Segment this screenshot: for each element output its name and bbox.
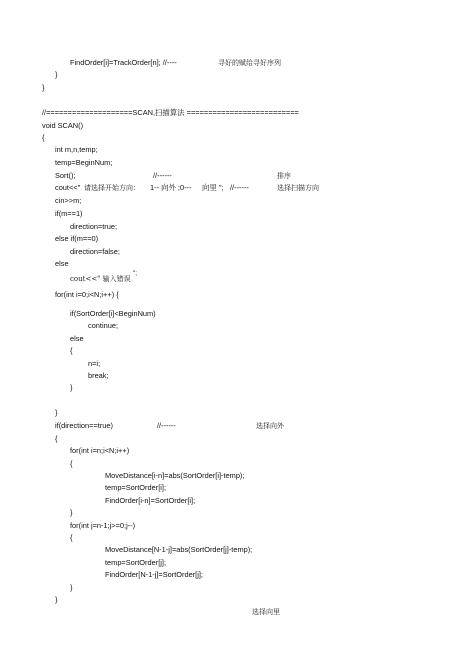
code-comment: 排序 — [277, 172, 291, 180]
code-line: temp=SortOrder[j]; — [105, 558, 166, 567]
code-text: 请选择开始方向： — [84, 184, 140, 192]
code-line: n=i; — [88, 359, 101, 368]
code-line: { — [70, 346, 73, 355]
code-line: direction=true; — [70, 222, 118, 231]
code-line: temp=BeginNum; — [55, 158, 113, 167]
code-line: Sort(); — [55, 171, 76, 180]
code-line: } — [55, 408, 58, 417]
code-line: } — [70, 508, 73, 517]
code-line: cout<<" 输入错误 — [70, 275, 131, 283]
code-line: int m,n,temp; — [55, 145, 98, 154]
code-comment: 选择向外 — [256, 422, 284, 430]
code-line: cin>>m; — [55, 196, 82, 205]
section-heading: //====================SCAN,扫描算法 ========================== — [42, 108, 299, 117]
code-line: else — [55, 259, 69, 268]
code-line: continue; — [88, 321, 118, 330]
code-line: { — [42, 133, 45, 142]
code-line: if(direction==true) — [55, 421, 113, 430]
code-line: } — [42, 83, 45, 92]
code-line: for(int j=n-1;j>=0;j--) — [70, 521, 136, 530]
code-line: break; — [88, 371, 109, 380]
code-comment: 寻好的赋给寻好序列 — [218, 59, 281, 67]
code-comment: 选择扫描方向 — [277, 184, 319, 192]
code-line: MoveDistance[N-1-j]=abs(SortOrder[j]-temp); — [105, 545, 253, 554]
code-line: void SCAN() — [42, 121, 84, 130]
code-line: for(int i=n;i<N;i++) — [70, 446, 130, 455]
code-line: { — [70, 533, 73, 542]
code-text: "; — [133, 270, 138, 277]
code-line: FindOrder[N-1-j]=SortOrder[j]; — [105, 570, 203, 579]
code-line: cout<<" — [55, 183, 81, 192]
code-comment: //------ — [157, 421, 176, 430]
code-line: } — [70, 583, 73, 592]
code-line: } — [70, 383, 73, 392]
code-comment: //------ — [230, 183, 249, 192]
code-line: FindOrder[i-n]=SortOrder[i]; — [105, 496, 196, 505]
code-line: } — [55, 70, 58, 79]
code-comment: //------ — [153, 171, 172, 180]
code-text: 1-- 向外 ;0--- — [150, 183, 192, 192]
code-line: direction=false; — [70, 247, 120, 256]
code-line: else — [70, 334, 84, 343]
code-comment: 选择向里 — [252, 608, 280, 616]
code-line: { — [70, 459, 73, 468]
code-line: FindOrder[i]=TrackOrder[n]; //---- — [70, 58, 177, 67]
code-line: for(int i=0;i<N;i++) { — [55, 290, 119, 299]
code-text: 向里 "; — [202, 183, 224, 192]
code-line: temp=SortOrder[i]; — [105, 483, 166, 492]
code-line: } — [55, 595, 58, 604]
code-line: else if(m==0) — [55, 234, 99, 243]
code-line: { — [55, 434, 58, 443]
code-line: MoveDistance[i-n]=abs(SortOrder[i]-temp); — [105, 471, 245, 480]
code-line: if(SortOrder[i]<BeginNum) — [70, 309, 156, 318]
code-line: if(m==1) — [55, 209, 83, 218]
